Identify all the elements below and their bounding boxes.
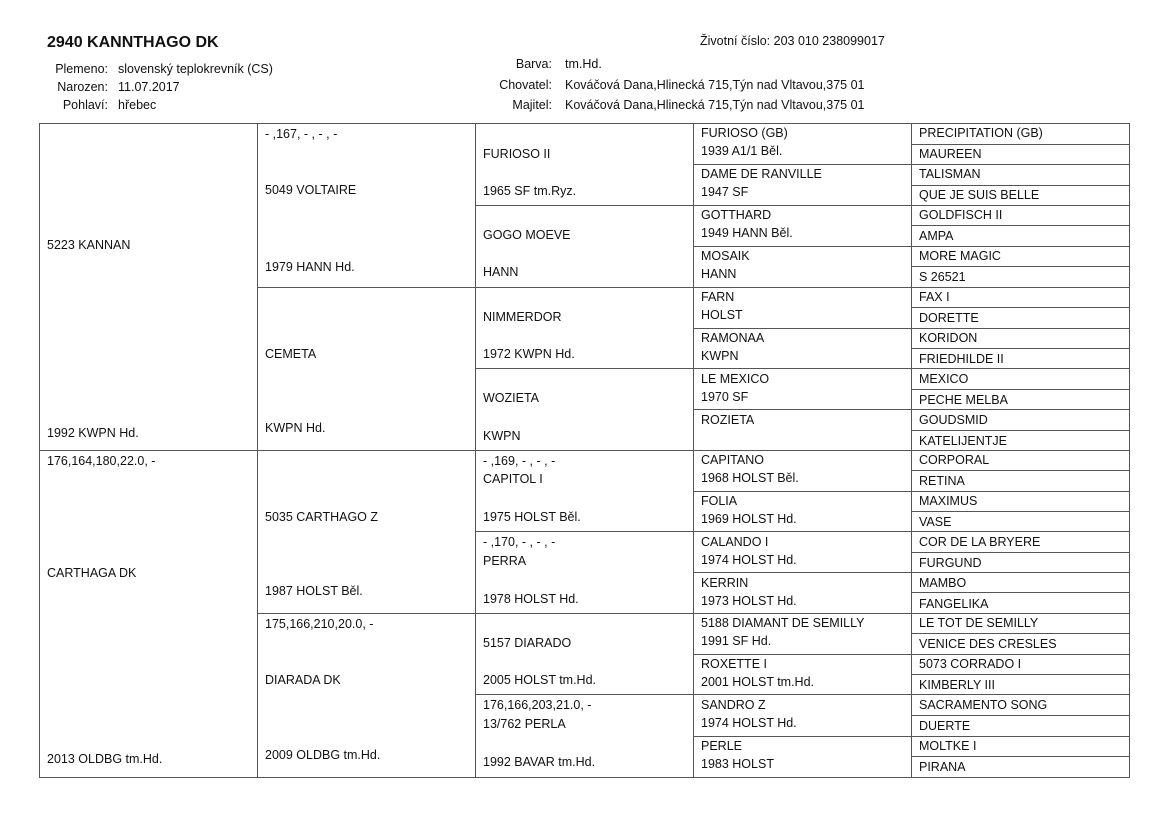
ggp-measures: 176,166,203,21.0, - bbox=[483, 698, 592, 712]
owner-value: Kováčová Dana,Hlinecká 715,Týn nad Vltavou,375 01 bbox=[565, 98, 865, 112]
row-divider bbox=[475, 205, 1129, 206]
gp-info: KWPN Hd. bbox=[265, 421, 326, 435]
gp-name: 5049 VOLTAIRE bbox=[265, 183, 357, 197]
row-divider bbox=[911, 552, 1129, 553]
row-divider bbox=[911, 592, 1129, 593]
breed-value: slovenský teplokrevník (CS) bbox=[118, 62, 273, 76]
ggggp-name: CORPORAL bbox=[919, 453, 990, 467]
gggp-name: ROXETTE I bbox=[701, 657, 767, 671]
gggp-name: ROZIETA bbox=[701, 413, 755, 427]
gp-name: DIARADA DK bbox=[265, 673, 341, 687]
row-divider bbox=[475, 531, 1129, 532]
dam-measures: 176,164,180,22.0, - bbox=[47, 454, 156, 468]
ggp-name: 5157 DIARADO bbox=[483, 636, 572, 650]
gggp-name: 5188 DIAMANT DE SEMILLY bbox=[701, 616, 865, 630]
ggggp-name: S 26521 bbox=[919, 270, 966, 284]
row-divider bbox=[693, 164, 1129, 165]
ggggp-name: PECHE MELBA bbox=[919, 393, 1008, 407]
ggp-name: 13/762 PERLA bbox=[483, 717, 566, 731]
row-divider bbox=[911, 756, 1129, 757]
gggp-name: FOLIA bbox=[701, 494, 738, 508]
ggggp-name: FANGELIKA bbox=[919, 597, 989, 611]
row-divider bbox=[475, 694, 1129, 695]
gggp-name: GOTTHARD bbox=[701, 208, 772, 222]
row-divider bbox=[40, 450, 1129, 451]
row-divider bbox=[911, 511, 1129, 512]
row-divider bbox=[257, 613, 1129, 614]
ggp-name: GOGO MOEVE bbox=[483, 228, 571, 242]
row-divider bbox=[911, 266, 1129, 267]
gggp-info: 1974 HOLST Hd. bbox=[701, 553, 797, 567]
row-divider bbox=[911, 144, 1129, 145]
gggp-name: MOSAIK bbox=[701, 249, 750, 263]
row-divider bbox=[693, 409, 1129, 410]
gggp-name: PERLE bbox=[701, 739, 742, 753]
gggp-info: 1949 HANN Běl. bbox=[701, 226, 793, 240]
row-divider bbox=[257, 287, 1129, 288]
gggp-info: 2001 HOLST tm.Hd. bbox=[701, 675, 815, 689]
ggggp-name: 5073 CORRADO I bbox=[919, 657, 1022, 671]
gggp-info: 1983 HOLST bbox=[701, 757, 774, 771]
gggp-info: 1974 HOLST Hd. bbox=[701, 716, 797, 730]
gggp-info: 1939 A1/1 Běl. bbox=[701, 144, 783, 158]
ggggp-name: KATELIJENTJE bbox=[919, 434, 1007, 448]
breeder-value: Kováčová Dana,Hlinecká 715,Týn nad Vltavou,375 01 bbox=[565, 78, 865, 92]
gggp-info: 1991 SF Hd. bbox=[701, 634, 772, 648]
ggggp-name: LE TOT DE SEMILLY bbox=[919, 616, 1039, 630]
horse-title: 2940 KANNTHAGO DK bbox=[47, 34, 219, 51]
life-number: Životní číslo: 203 010 238099017 bbox=[700, 34, 885, 48]
row-divider bbox=[911, 715, 1129, 716]
row-divider bbox=[693, 328, 1129, 329]
gggp-info: 1947 SF bbox=[701, 185, 749, 199]
row-divider bbox=[911, 185, 1129, 186]
gggp-name: FARN bbox=[701, 290, 735, 304]
row-divider bbox=[911, 674, 1129, 675]
ggp-info: 1978 HOLST Hd. bbox=[483, 592, 579, 606]
ggp-info: KWPN bbox=[483, 429, 521, 443]
color-label: Barva: bbox=[515, 57, 552, 71]
ggggp-name: COR DE LA BRYERE bbox=[919, 535, 1041, 549]
row-divider bbox=[693, 491, 1129, 492]
gp-info: 1979 HANN Hd. bbox=[265, 260, 355, 274]
row-divider bbox=[911, 389, 1129, 390]
ggggp-name: VASE bbox=[919, 515, 952, 529]
ggggp-name: GOUDSMID bbox=[919, 413, 988, 427]
gggp-name: LE MEXICO bbox=[701, 372, 770, 386]
gggp-info: 1970 SF bbox=[701, 390, 749, 404]
breeder-label: Chovatel: bbox=[499, 78, 552, 92]
gggp-info: 1968 HOLST Běl. bbox=[701, 471, 799, 485]
gggp-info: HANN bbox=[701, 267, 737, 281]
sire-info: 1992 KWPN Hd. bbox=[47, 426, 139, 440]
gggp-name: CAPITANO bbox=[701, 453, 764, 467]
row-divider bbox=[693, 572, 1129, 573]
gggp-info: HOLST bbox=[701, 308, 743, 322]
row-divider bbox=[693, 654, 1129, 655]
ggp-name: CAPITOL I bbox=[483, 472, 543, 486]
ggggp-name: MOLTKE I bbox=[919, 739, 977, 753]
ggggp-name: VENICE DES CRESLES bbox=[919, 637, 1057, 651]
gp-info: 2009 OLDBG tm.Hd. bbox=[265, 748, 381, 762]
ggggp-name: MAMBO bbox=[919, 576, 967, 590]
gggp-info: KWPN bbox=[701, 349, 739, 363]
gp-measures: 175,166,210,20.0, - bbox=[265, 617, 374, 631]
row-divider bbox=[475, 368, 1129, 369]
dam-name: CARTHAGA DK bbox=[47, 566, 137, 580]
ggggp-name: MEXICO bbox=[919, 372, 969, 386]
ggp-name: NIMMERDOR bbox=[483, 310, 562, 324]
ggggp-name: PIRANA bbox=[919, 760, 966, 774]
ggggp-name: MORE MAGIC bbox=[919, 249, 1001, 263]
born-value: 11.07.2017 bbox=[118, 80, 180, 94]
ggggp-name: DORETTE bbox=[919, 311, 979, 325]
ggp-info: 1972 KWPN Hd. bbox=[483, 347, 575, 361]
ggp-info: 1965 SF tm.Ryz. bbox=[483, 184, 577, 198]
ggggp-name: FRIEDHILDE II bbox=[919, 352, 1004, 366]
gggp-name: CALANDO I bbox=[701, 535, 769, 549]
row-divider bbox=[911, 430, 1129, 431]
ggggp-name: PRECIPITATION (GB) bbox=[919, 126, 1043, 140]
gggp-name: FURIOSO (GB) bbox=[701, 126, 788, 140]
ggggp-name: SACRAMENTO SONG bbox=[919, 698, 1048, 712]
row-divider bbox=[911, 348, 1129, 349]
row-divider bbox=[911, 225, 1129, 226]
ggp-info: 1992 BAVAR tm.Hd. bbox=[483, 755, 596, 769]
dam-info: 2013 OLDBG tm.Hd. bbox=[47, 752, 163, 766]
born-label: Narozen: bbox=[57, 80, 108, 94]
gggp-info: 1973 HOLST Hd. bbox=[701, 594, 797, 608]
gp-measures: - ,167, - , - , - bbox=[265, 127, 338, 141]
gggp-name: RAMONAA bbox=[701, 331, 765, 345]
row-divider bbox=[911, 470, 1129, 471]
ggp-name: FURIOSO II bbox=[483, 147, 551, 161]
ggp-measures: - ,170, - , - , - bbox=[483, 535, 556, 549]
row-divider bbox=[911, 633, 1129, 634]
ggggp-name: FURGUND bbox=[919, 556, 982, 570]
gggp-info: 1969 HOLST Hd. bbox=[701, 512, 797, 526]
ggggp-name: RETINA bbox=[919, 474, 965, 488]
ggggp-name: MAUREEN bbox=[919, 147, 982, 161]
gp-info: 1987 HOLST Běl. bbox=[265, 584, 363, 598]
ggggp-name: GOLDFISCH II bbox=[919, 208, 1003, 222]
ggggp-name: FAX I bbox=[919, 290, 950, 304]
gp-name: CEMETA bbox=[265, 347, 317, 361]
ggggp-name: MAXIMUS bbox=[919, 494, 978, 508]
breed-label: Plemeno: bbox=[55, 62, 108, 76]
gggp-name: DAME DE RANVILLE bbox=[701, 167, 822, 181]
gggp-name: KERRIN bbox=[701, 576, 749, 590]
ggp-info: 1975 HOLST Běl. bbox=[483, 510, 581, 524]
ggggp-name: AMPA bbox=[919, 229, 954, 243]
ggp-name: PERRA bbox=[483, 554, 527, 568]
ggggp-name: KORIDON bbox=[919, 331, 978, 345]
pedigree-table bbox=[39, 123, 1130, 778]
ggggp-name: DUERTE bbox=[919, 719, 971, 733]
ggp-info: 2005 HOLST tm.Hd. bbox=[483, 673, 597, 687]
ggggp-name: TALISMAN bbox=[919, 167, 981, 181]
ggggp-name: KIMBERLY III bbox=[919, 678, 995, 692]
row-divider bbox=[911, 307, 1129, 308]
row-divider bbox=[693, 246, 1129, 247]
sex-value: hřebec bbox=[118, 98, 157, 112]
gggp-name: SANDRO Z bbox=[701, 698, 766, 712]
ggp-measures: - ,169, - , - , - bbox=[483, 454, 556, 468]
owner-label: Majitel: bbox=[512, 98, 552, 112]
color-value: tm.Hd. bbox=[565, 57, 602, 71]
ggp-name: WOZIETA bbox=[483, 391, 540, 405]
gp-name: 5035 CARTHAGO Z bbox=[265, 510, 379, 524]
ggggp-name: QUE JE SUIS BELLE bbox=[919, 188, 1040, 202]
sex-label: Pohlaví: bbox=[62, 98, 108, 112]
sire-name: 5223 KANNAN bbox=[47, 238, 131, 252]
row-divider bbox=[693, 736, 1129, 737]
ggp-info: HANN bbox=[483, 265, 519, 279]
